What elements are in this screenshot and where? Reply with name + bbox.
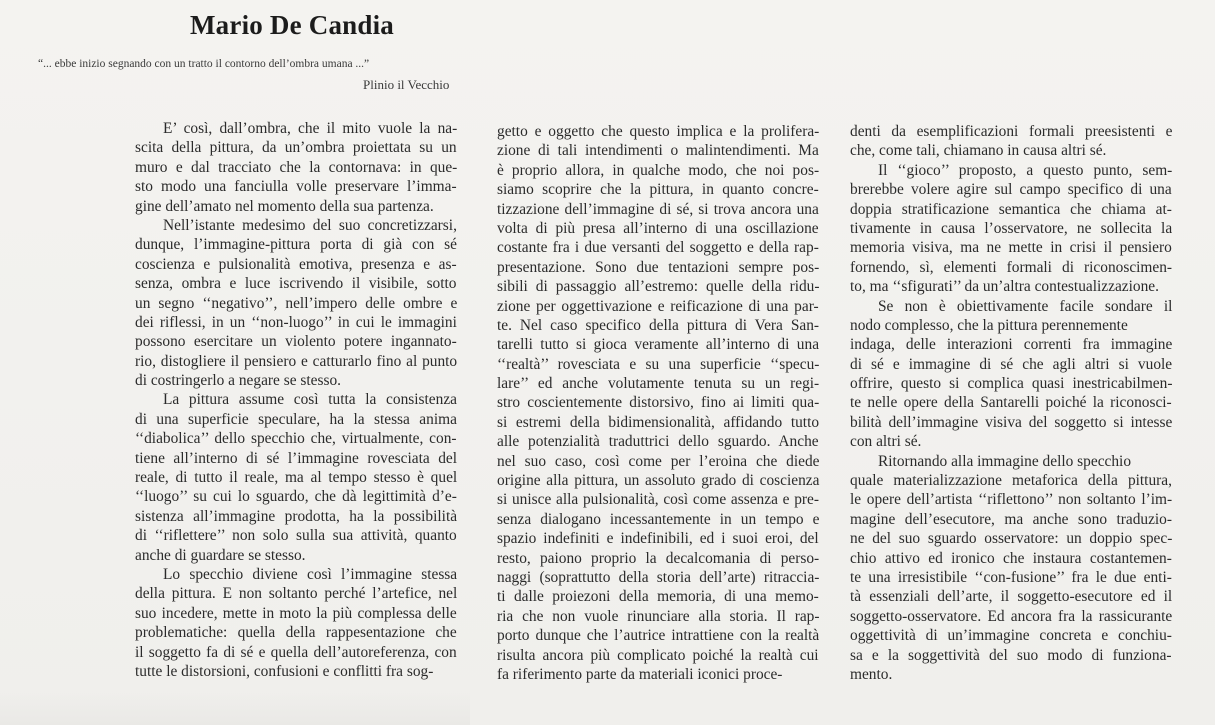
text-line: chio attivo ed ironico che instaura costantemen- [850,549,1172,567]
text-line: Se non è obiettivamente facile sondare il [878,297,1173,315]
text-line: Lo specchio diviene così l’immagine stessa [163,565,458,583]
text-line: ‘‘realtà’’ rovesciata e su una superficie ‘‘specu- [497,355,820,373]
text-line: della pittura. E non soltanto perché l’artefice, nel [135,585,458,603]
text-line: tà essenziali dell’arte, il soggetto-esecutore ed il [850,588,1173,606]
text-line: gine dell’amato nel momento della sua partenza. [135,197,434,215]
text-line: ria che non vuole rinunciare alla storia. Il rap- [497,607,820,625]
text-line: alle potenzialità traduttrici dello sguardo. Anche [497,433,819,451]
text-line: con altri sé. [850,433,922,451]
text-line: di sé e immagine di sé che agli altri si vuole [850,355,1173,373]
text-line: volta di più presa all’interno di una oscillazione [497,219,819,237]
text-line: soggetto-osservatore. Ed ancora fra la rassicurante [850,607,1173,625]
text-line: Il ‘‘gioco’’ proposto, a questo punto, sem- [878,161,1173,179]
text-line: nodo complesso, che la pittura perennemente [850,316,1128,334]
text-line: mento. [850,665,893,683]
text-line: sistenza all’immagine prodotta, ha la possibilità [135,507,458,525]
text-line: zione per oggettivazione e reificazione di una par- [497,297,819,315]
text-line: suo incedere, mette in moto la più complessa delle [135,604,457,622]
text-column-1 [135,119,457,681]
epigraph-author: Plinio il Vecchio [363,77,450,92]
text-line: fornendo, sì, elementi formali di riconoscimen- [850,258,1173,276]
text-line: to, ma ‘‘sfigurati’’ da un’altra contestualizzazione. [850,278,1159,296]
text-line: tizzazione dell’immagine di sé, si trova ancora una [497,200,819,218]
text-line: oggettività di un’immagine concreta e conchiu- [850,627,1172,645]
text-line: lare’’ ed anche volutamente tenuta su un regi- [497,375,820,393]
text-line: è proprio allora, in qualche modo, che noi pos- [497,161,820,179]
text-line: te una irresistibile ‘‘con-fusione’’ fra le due enti- [850,568,1172,586]
text-line: possono esercitare un violento potere ingannato- [135,333,457,351]
text-line: di ‘‘riflettere’’ non solo sulla sua attività, quanto [135,527,457,545]
text-line: risulta ancora più complicato poiché la realtà cui [497,646,819,664]
text-line: Ritornando alla immagine dello specchio [878,452,1132,470]
text-line: ne del suo sguardo osservatore: un doppio spec- [850,530,1173,548]
text-line: memoria visiva, ma ne mette in crisi il pensiero [850,239,1172,257]
text-line: problematiche: quella della rappesentazione che [135,624,457,642]
text-line: coscienza e pulsionalità emotiva, presenza e as- [135,255,457,273]
text-line: te nelle opere della Santarelli poiché la riconosci- [850,394,1172,412]
text-line: brerebbe volere agire sul campo specifico di una [850,181,1172,199]
epigraph-quote: “... ebbe inizio segnando con un tratto il contorno dell’ombra umana ...” [38,58,370,70]
text-line: dei riflessi, in un ‘‘non-luogo’’ in cui le immagini [135,313,457,331]
text-line: tivamente in causa l’osservatore, ne sollecita la [850,219,1173,237]
text-line: ‘‘diabolica’’ dello specchio che, virtualmente, con- [135,430,457,448]
text-line: siamo scoprire che la pittura, in quanto concre- [497,181,819,199]
text-line: origine alla pittura, un assoluto grado di coscienza [497,472,820,490]
text-line: denti da esemplificazioni formali preesistenti e [850,123,1173,140]
text-line: doppia stratificazione semantica che chiama at- [850,200,1172,218]
text-line: ‘‘luogo’’ su cui lo sguardo, che dà legittimità d’e- [135,488,457,506]
text-line: dunque, l’immagine-pittura porta di già con sé [135,236,457,254]
text-line: presentazione. Sono due tentazioni sempre pos- [497,258,820,276]
text-line: indaga, delle interazioni correnti fra immagine [850,336,1173,354]
text-column-2 [497,122,819,684]
text-line: che, come tali, chiamano in causa altri sé. [850,142,1107,160]
text-line: si unisce alla pulsionalità, così come assenza e pre- [497,491,819,509]
text-line: sto modo una fanciulla volle preservare l’imma- [135,178,457,196]
text-line: di costringerlo a negare se stesso. [135,372,342,390]
text-line: un segno ‘‘negativo’’, nell’impero delle ombre e [135,294,458,312]
text-line: La pittura assume così tutta la consistenza [163,391,457,409]
text-line: naggi (soprattutto della storia dell’arte) ritraccia- [497,568,820,586]
text-line: ti dalle proiezoni della memoria, di una memo- [497,588,819,606]
text-line: tarelli tutto si gioca veramente all’interno di una [497,336,820,354]
text-line: bilità dell’immagine visiva del soggetto si intesse [850,413,1173,431]
text-line: E’ così, dall’ombra, che il mito vuole la na- [163,120,458,137]
text-line: tiene all’interno di sé l’immagine rovesciata del [135,449,458,467]
text-line: il soggetto fa di sé e quella dell’autoreferenza, con [135,643,457,661]
text-line: di una superficie speculare, ha la stessa anima [135,410,457,428]
text-line: offrire, questo si complica quasi inestricabilmen- [850,375,1173,393]
text-line: senza, ombra e luce iscrivendo il visibile, sotto [135,275,457,293]
text-line: zione di tali intendimenti o malintendimenti. Ma [497,142,819,160]
text-line: sibili di passaggio all’estremo: quelle della ridu- [497,278,820,296]
text-line: te. Nel caso specifico della pittura di Vera San- [497,316,820,334]
text-line: nel suo caso, così come per l’eroina che diede [497,452,820,470]
text-line: tutte le distorsioni, confusioni e conflitti fra sog- [135,662,434,680]
text-line: sa e la soggettività del suo modo di funziona- [850,646,1172,664]
text-line: le opere dell’artista ‘‘riflettono’’ non soltanto l’im- [850,491,1173,509]
text-line: spazio indefiniti e indefinibili, ed i suoi eroi, del [497,530,819,548]
text-line: si estremi della bidimensionalità, affidando tutto [497,413,820,431]
text-line: reale, di tutto il reale, ma al tempo stesso è quel [135,469,458,487]
text-line: getto e oggetto che questo implica e la prolifera- [497,123,820,140]
text-column-3 [850,122,1172,684]
text-line: costante fra i due versanti del soggetto e della rap- [497,239,819,257]
text-line: stro coscientemente distorsivo, fino ai limiti qua- [497,394,820,412]
text-line: magine dell’esecutore, ma anche sono traduzio- [850,510,1173,528]
text-line: porto dunque che l’autrice intrattiene con la realtà [497,627,820,645]
text-line: scita della pittura, da un’ombra proiettata su un [135,139,457,157]
text-line: senza dialogano incessantemente in un tempo e [497,510,820,528]
article-title: Mario De Candia [190,10,394,40]
text-line: fa riferimento parte da materiali iconici proce- [497,665,783,683]
text-line: quale materializzazione metaforica della pittura, [850,472,1172,490]
page-shadow [0,690,470,725]
text-line: resto, paiono proprio la decalcomania di perso- [497,549,820,567]
text-line: Nell’istante medesimo del suo concretizzarsi, [163,216,457,234]
text-line: rio, distogliere il pensiero e catturarlo fino al punto [135,352,458,370]
text-line: anche di guardare se stesso. [135,546,306,564]
text-line: muro e dal tracciato che la contornava: in que- [135,158,458,176]
